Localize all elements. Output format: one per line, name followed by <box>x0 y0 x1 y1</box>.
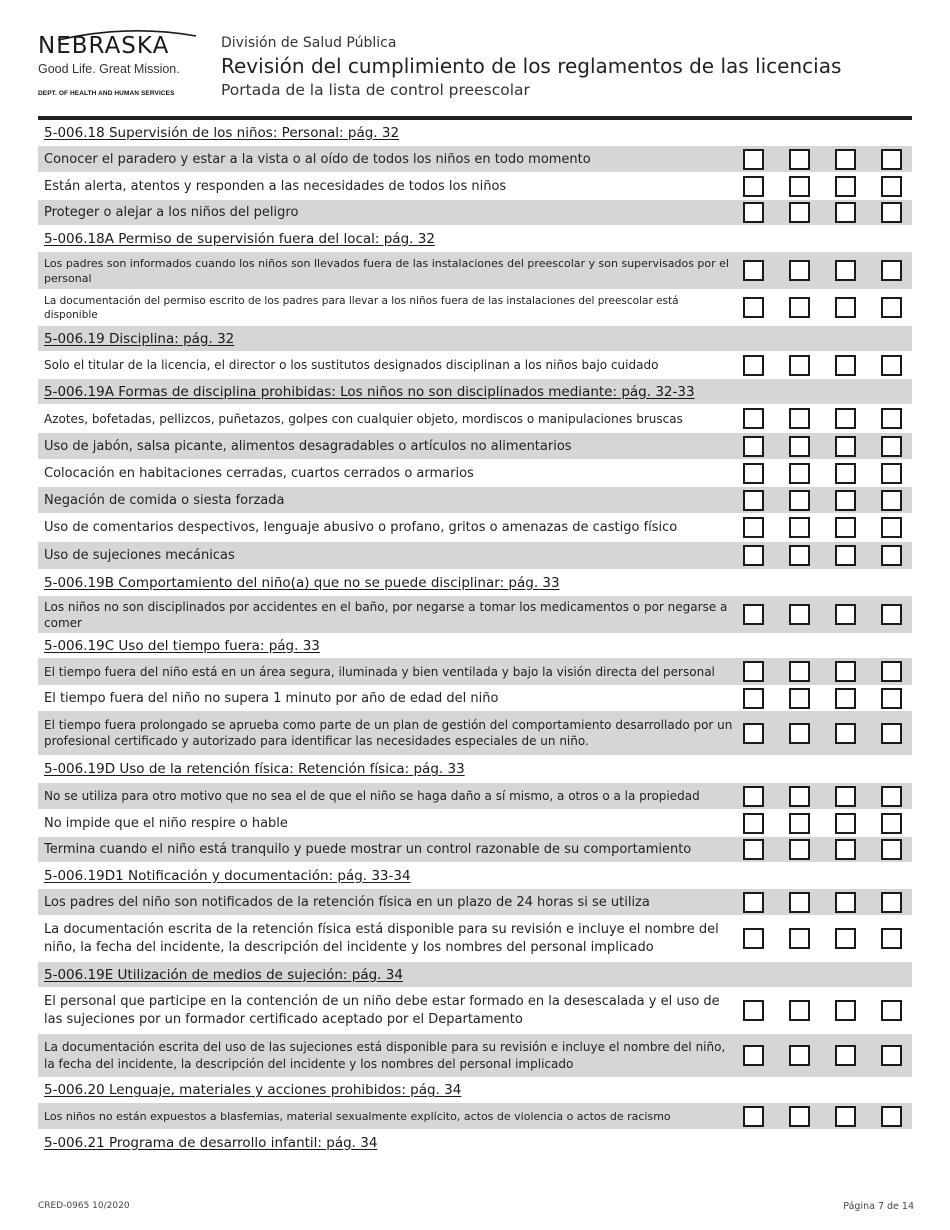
checkbox[interactable] <box>789 604 810 625</box>
checkbox[interactable] <box>881 355 902 376</box>
checkbox[interactable] <box>743 661 764 682</box>
division-label: División de Salud Pública <box>221 35 397 51</box>
checkbox[interactable] <box>835 688 856 709</box>
checkbox[interactable] <box>789 149 810 170</box>
checklist-item <box>38 200 912 226</box>
checkbox[interactable] <box>835 786 856 807</box>
checkbox[interactable] <box>881 297 902 318</box>
checkbox[interactable] <box>881 463 902 484</box>
checkbox[interactable] <box>835 463 856 484</box>
checklist-item <box>38 916 912 962</box>
checkbox[interactable] <box>789 688 810 709</box>
checkbox[interactable] <box>743 297 764 318</box>
checkbox-group <box>718 810 902 836</box>
checkbox[interactable] <box>789 1106 810 1127</box>
checklist-item <box>38 783 912 810</box>
section-row <box>38 379 912 405</box>
checkbox-group <box>718 352 902 378</box>
checkbox-group <box>718 200 902 225</box>
item-text: Conocer el paradero y estar a la vista o al oído de todos los niños en todo momento <box>44 151 591 167</box>
section-heading: 5-006.19B Comportamiento del niño(a) que no se puede disciplinar: pág. 33 <box>44 574 560 591</box>
checkbox-group <box>718 889 902 915</box>
checkbox[interactable] <box>881 1045 902 1066</box>
checkbox[interactable] <box>881 688 902 709</box>
checkbox[interactable] <box>881 176 902 197</box>
section-heading: 5-006.19D1 Notificación y documentación: pág. 33-34 <box>44 867 411 884</box>
checkbox[interactable] <box>743 176 764 197</box>
checkbox-group <box>718 837 902 862</box>
checkbox[interactable] <box>743 260 764 281</box>
section-heading: 5-006.19C Uso del tiempo fuera: pág. 33 <box>44 637 320 654</box>
checkbox-group <box>718 1103 902 1129</box>
logo-dept: DEPT. OF HEALTH AND HUMAN SERVICES <box>38 90 175 97</box>
checkbox[interactable] <box>835 892 856 913</box>
checkbox[interactable] <box>743 436 764 457</box>
checkbox[interactable] <box>835 176 856 197</box>
checkbox[interactable] <box>743 786 764 807</box>
checklist-item <box>38 686 912 711</box>
section-row <box>38 120 912 146</box>
section-heading: 5-006.19D Uso de la retención física: Retención física: pág. 33 <box>44 761 465 777</box>
checkbox[interactable] <box>743 839 764 860</box>
checkbox[interactable] <box>789 545 810 566</box>
section-row <box>38 570 912 596</box>
checkbox[interactable] <box>835 604 856 625</box>
checklist-item <box>38 352 912 379</box>
checkbox[interactable] <box>881 1106 902 1127</box>
form-id: CRED-0965 10/2020 <box>38 1201 130 1211</box>
checklist-item <box>38 837 912 863</box>
item-text: Solo el titular de la licencia, el director o los sustitutos designados disciplinan a los niños bajo cuidado <box>44 358 659 372</box>
logo-tagline: Good Life. Great Mission. <box>38 62 180 76</box>
checkbox-group <box>718 783 902 809</box>
checkbox[interactable] <box>789 176 810 197</box>
section-row <box>38 326 912 352</box>
logo-swoosh-icon <box>38 28 198 42</box>
checklist-item <box>38 711 912 756</box>
item-text: Los niños no son disciplinados por accidentes en el baño, por negarse a tomar los medicamentos o por negarse a comer <box>44 599 728 630</box>
checkbox[interactable] <box>835 545 856 566</box>
checkbox[interactable] <box>881 661 902 682</box>
checkbox[interactable] <box>881 408 902 429</box>
checkbox[interactable] <box>881 723 902 744</box>
checklist-item <box>38 658 912 686</box>
checkbox[interactable] <box>835 928 856 949</box>
checklist-item <box>38 487 912 514</box>
section-row <box>38 1130 912 1156</box>
item-text: Los niños no están expuestos a blasfemias, material sexualmente explícito, actos de violencia o actos de racismo <box>44 1109 671 1123</box>
item-text: La documentación escrita del uso de las sujeciones está disponible para su revisión e incluye el nombre del niño, la fecha del incidente, la descripción del incidente y los nombres del personal implicado <box>44 1039 726 1071</box>
checkbox[interactable] <box>743 202 764 223</box>
checkbox[interactable] <box>835 661 856 682</box>
checklist-item <box>38 146 912 173</box>
checkbox-group <box>718 487 902 513</box>
checkbox[interactable] <box>835 149 856 170</box>
checkbox[interactable] <box>743 723 764 744</box>
checkbox[interactable] <box>881 149 902 170</box>
checkbox[interactable] <box>881 839 902 860</box>
checklist-item <box>38 596 912 634</box>
checkbox[interactable] <box>881 604 902 625</box>
checklist-item <box>38 173 912 200</box>
checkbox[interactable] <box>789 202 810 223</box>
checkbox-group <box>718 146 902 172</box>
checkbox[interactable] <box>743 149 764 170</box>
item-text: El tiempo fuera del niño está en un área segura, iluminada y bien ventilada y bajo la visión directa del personal <box>44 664 715 679</box>
checkbox[interactable] <box>743 355 764 376</box>
section-heading: 5-006.19E Utilización de medios de sujeción: pág. 34 <box>44 966 403 983</box>
checklist-item <box>38 889 912 916</box>
checkbox[interactable] <box>789 517 810 538</box>
checkbox[interactable] <box>835 839 856 860</box>
checkbox[interactable] <box>881 1000 902 1021</box>
checklist-table <box>38 120 912 1156</box>
item-text: Uso de jabón, salsa picante, alimentos desagradables o artículos no alimentarios <box>44 438 572 454</box>
checkbox[interactable] <box>835 1045 856 1066</box>
checkbox[interactable] <box>881 892 902 913</box>
checkbox[interactable] <box>835 517 856 538</box>
checkbox[interactable] <box>881 517 902 538</box>
section-row <box>38 1078 912 1103</box>
checkbox[interactable] <box>835 1106 856 1127</box>
checkbox[interactable] <box>743 892 764 913</box>
section-row <box>38 756 912 783</box>
checklist-item <box>38 433 912 460</box>
checkbox[interactable] <box>835 723 856 744</box>
checklist-item <box>38 290 912 326</box>
checkbox[interactable] <box>743 490 764 511</box>
checklist-item <box>38 810 912 837</box>
section-heading: 5-006.21 Programa de desarrollo infantil: pág. 34 <box>44 1134 378 1151</box>
item-text: Proteger o alejar a los niños del peligro <box>44 205 299 220</box>
checklist-item <box>38 405 912 433</box>
checkbox[interactable] <box>835 490 856 511</box>
checkbox-group <box>718 173 902 199</box>
checkbox[interactable] <box>881 545 902 566</box>
checkbox[interactable] <box>743 688 764 709</box>
checkbox[interactable] <box>789 892 810 913</box>
checklist-item <box>38 460 912 487</box>
page-number: Página 7 de 14 <box>843 1201 914 1212</box>
checklist-item <box>38 988 912 1034</box>
checkbox[interactable] <box>743 1106 764 1127</box>
section-heading: 5-006.18 Supervisión de los niños: Personal: pág. 32 <box>44 124 400 141</box>
section-row <box>38 634 912 658</box>
item-text: No se utiliza para otro motivo que no sea el de que el niño se haga daño a sí mismo, a otros o a la propiedad <box>44 789 700 803</box>
checkbox[interactable] <box>881 202 902 223</box>
checklist-item <box>38 1034 912 1078</box>
checkbox-group <box>718 542 902 569</box>
checkbox[interactable] <box>789 813 810 834</box>
checkbox[interactable] <box>789 355 810 376</box>
checkbox[interactable] <box>789 661 810 682</box>
checkbox-group <box>718 1034 902 1077</box>
checkbox[interactable] <box>743 604 764 625</box>
checklist-item <box>38 514 912 542</box>
checkbox-group <box>718 514 902 541</box>
item-text: El personal que participe en la contención de un niño debe estar formado en la desescalada y el uso de las sujeciones por un formador certificado aceptado por el Departamento <box>44 993 720 1027</box>
checkbox[interactable] <box>789 786 810 807</box>
checklist-item <box>38 542 912 570</box>
checkbox-group <box>718 405 902 432</box>
checkbox[interactable] <box>835 1000 856 1021</box>
item-text: Colocación en habitaciones cerradas, cuartos cerrados o armarios <box>44 465 474 481</box>
page-title: Revisión del cumplimiento de los reglamentos de las licencias <box>221 54 842 78</box>
item-text: Azotes, bofetadas, pellizcos, puñetazos, golpes con cualquier objeto, mordiscos o manipulaciones bruscas <box>44 411 683 426</box>
section-row <box>38 863 912 889</box>
checkbox[interactable] <box>835 813 856 834</box>
section-heading: 5-006.19A Formas de disciplina prohibidas: Los niños no son disciplinados mediante: pág. 32-33 <box>44 383 695 400</box>
checkbox[interactable] <box>743 545 764 566</box>
checkbox[interactable] <box>789 839 810 860</box>
checkbox[interactable] <box>789 436 810 457</box>
page-subtitle: Portada de la lista de control preescolar <box>221 81 530 99</box>
checkbox[interactable] <box>835 297 856 318</box>
checkbox[interactable] <box>881 490 902 511</box>
checkbox[interactable] <box>743 1045 764 1066</box>
checklist-item <box>38 1103 912 1130</box>
checkbox[interactable] <box>743 928 764 949</box>
checkbox[interactable] <box>835 408 856 429</box>
checkbox-group <box>718 711 902 755</box>
checkbox[interactable] <box>743 1000 764 1021</box>
checkbox-group <box>718 916 902 961</box>
checkbox[interactable] <box>789 490 810 511</box>
checkbox-group <box>718 596 902 633</box>
checkbox[interactable] <box>743 463 764 484</box>
item-text: No impide que el niño respire o hable <box>44 815 288 831</box>
checkbox-group <box>718 433 902 459</box>
item-text: Los padres son informados cuando los niños son llevados fuera de las instalaciones del preescolar y son supervisados por el personal <box>44 256 729 285</box>
checkbox[interactable] <box>789 260 810 281</box>
checkbox-group <box>718 252 902 289</box>
checkbox[interactable] <box>789 723 810 744</box>
checkbox[interactable] <box>789 463 810 484</box>
checkbox[interactable] <box>881 928 902 949</box>
checkbox[interactable] <box>743 408 764 429</box>
checkbox-group <box>718 658 902 685</box>
checkbox[interactable] <box>789 928 810 949</box>
item-text: La documentación escrita de la retención física está disponible para su revisión e incluye el nombre del niño, la fecha del incidente, la descripción del incidente y los nombres del personal implicado <box>44 921 719 955</box>
item-text: La documentación del permiso escrito de los padres para llevar a los niños fuera de las instalaciones del preescolar está disponible <box>44 294 679 321</box>
checkbox[interactable] <box>743 517 764 538</box>
checkbox-group <box>718 460 902 486</box>
item-text: Uso de sujeciones mecánicas <box>44 548 235 563</box>
checkbox[interactable] <box>835 202 856 223</box>
item-text: Negación de comida o siesta forzada <box>44 492 285 508</box>
checklist-item <box>38 252 912 290</box>
checkbox[interactable] <box>789 297 810 318</box>
checkbox-group <box>718 686 902 710</box>
checkbox[interactable] <box>743 813 764 834</box>
checkbox[interactable] <box>835 436 856 457</box>
checkbox[interactable] <box>835 260 856 281</box>
checkbox[interactable] <box>789 408 810 429</box>
document-header <box>221 33 841 101</box>
item-text: El tiempo fuera prolongado se aprueba como parte de un plan de gestión del comportamiento desarrollado por un profesional certificado y autorizado para identificar las necesidades especiales de un niño. <box>44 718 733 748</box>
checkbox[interactable] <box>789 1045 810 1066</box>
section-heading: 5-006.20 Lenguaje, materiales y acciones prohibidos: pág. 34 <box>44 1082 462 1098</box>
logo-name: NEBRASKA <box>38 33 170 59</box>
item-text: Termina cuando el niño está tranquilo y puede mostrar un control razonable de su comportamiento <box>44 842 692 857</box>
checkbox[interactable] <box>835 355 856 376</box>
section-row <box>38 962 912 988</box>
section-heading: 5-006.18A Permiso de supervisión fuera del local: pág. 32 <box>44 230 435 247</box>
checkbox[interactable] <box>881 436 902 457</box>
item-text: El tiempo fuera del niño no supera 1 minuto por año de edad del niño <box>44 690 499 706</box>
section-heading: 5-006.19 Disciplina: pág. 32 <box>44 330 235 347</box>
item-text: Los padres del niño son notificados de la retención física en un plazo de 24 horas si se utiliza <box>44 894 650 910</box>
item-text: Están alerta, atentos y responden a las necesidades de todos los niños <box>44 178 507 194</box>
nebraska-dhhs-logo <box>38 34 208 97</box>
item-text: Uso de comentarios despectivos, lenguaje abusivo o profano, gritos o amenazas de castigo físico <box>44 520 678 535</box>
section-row <box>38 226 912 252</box>
checkbox[interactable] <box>789 1000 810 1021</box>
checkbox-group <box>718 290 902 325</box>
checkbox[interactable] <box>881 813 902 834</box>
checkbox[interactable] <box>881 260 902 281</box>
checkbox-group <box>718 988 902 1033</box>
logo-wordmark <box>38 34 208 58</box>
checkbox[interactable] <box>881 786 902 807</box>
